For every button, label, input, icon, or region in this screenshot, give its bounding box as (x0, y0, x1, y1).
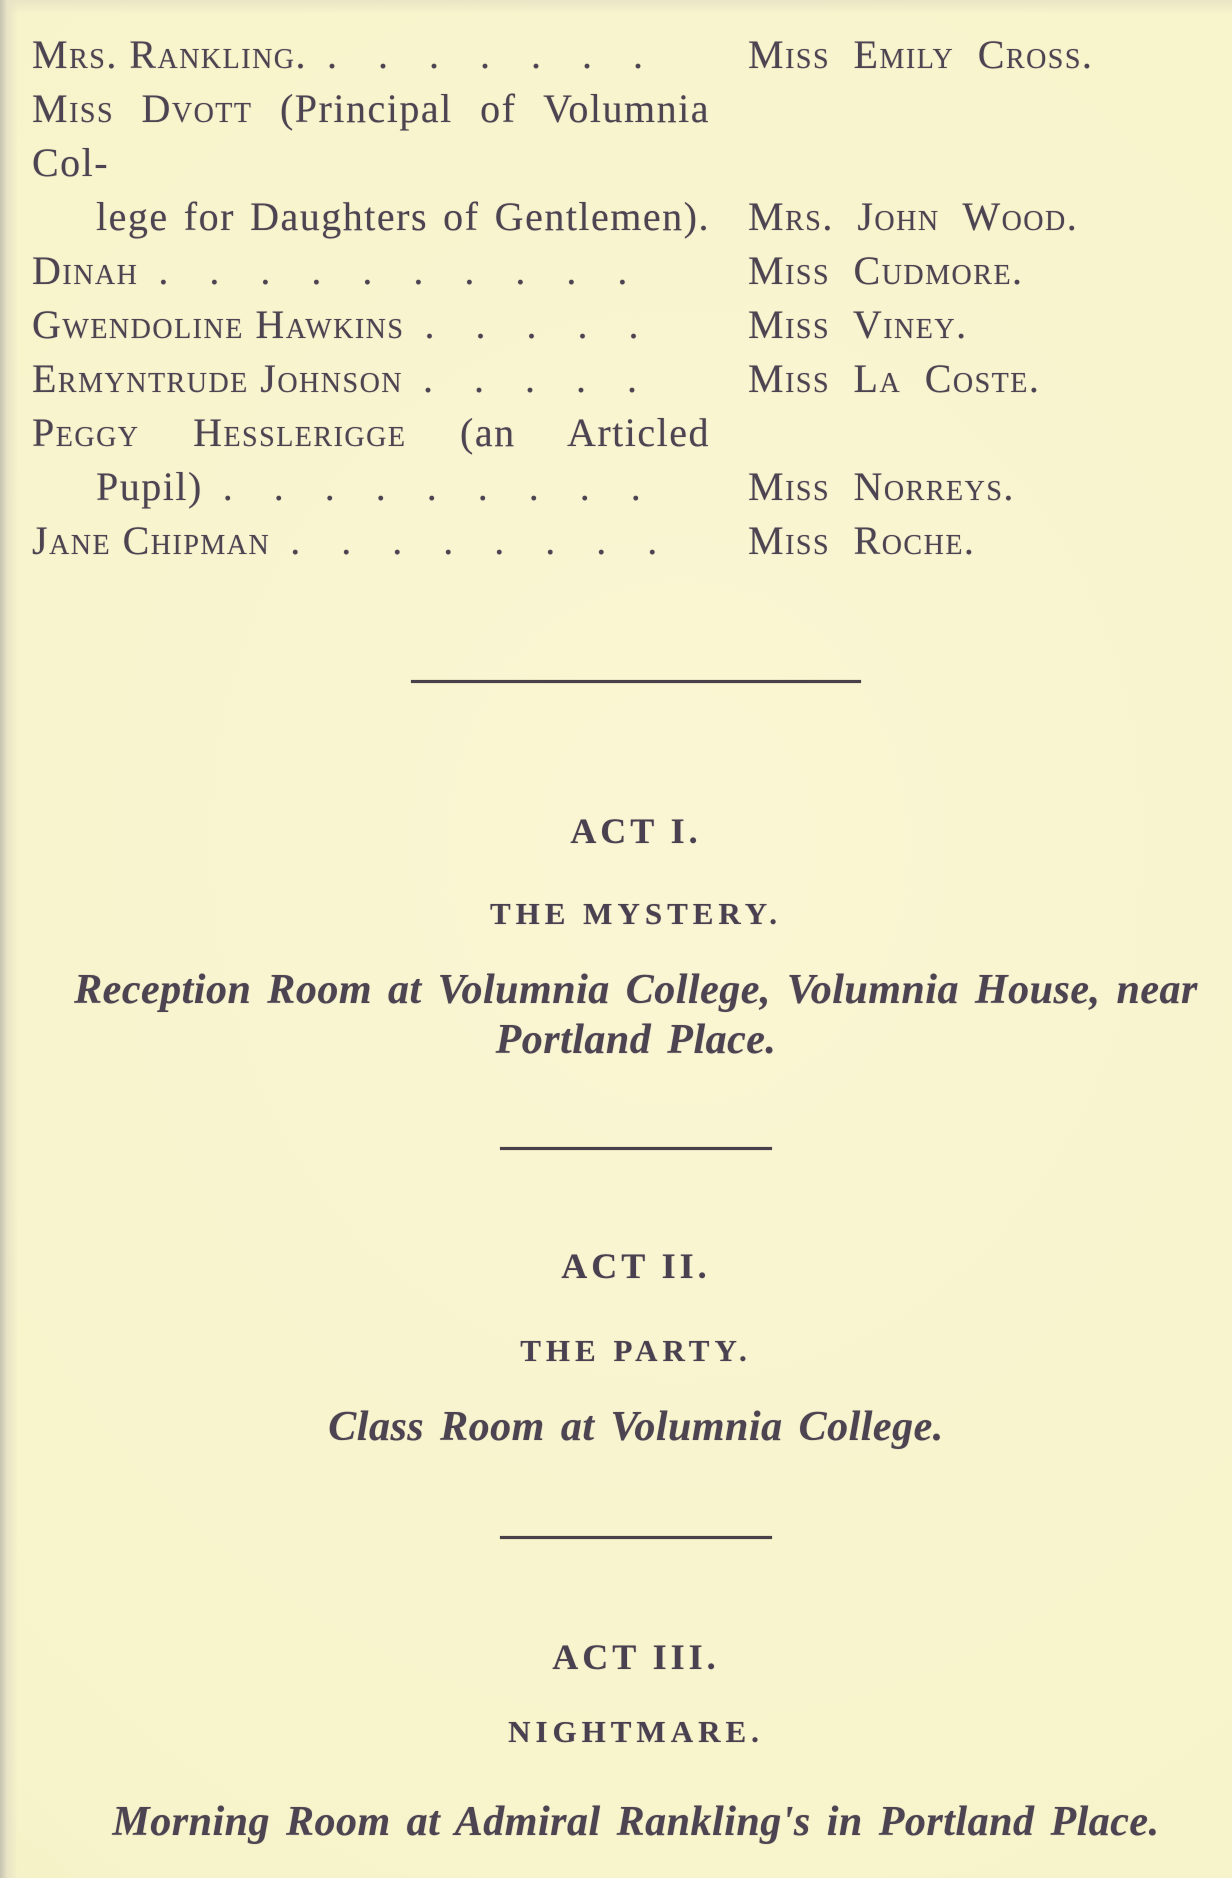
cast-character-cell (32, 406, 710, 514)
cast-character-line (32, 514, 710, 568)
act-subtitle: THE MYSTERY. (489, 896, 783, 931)
scene-line: Reception Room at Volumnia College, Volumnia House, near (74, 967, 1198, 1013)
cast-character-line (32, 406, 710, 460)
character-description-word: Pupil) (96, 464, 203, 509)
character-name: Peggy Hesslerigge (32, 410, 407, 455)
cast-row-hesslerigge (32, 406, 1232, 514)
cast-list (32, 28, 1232, 568)
leader-dots: ..... (423, 356, 679, 401)
character-name: Miss Dvott (32, 86, 253, 131)
cast-character-line (32, 82, 710, 190)
character-name: Gwendoline Hawkins (32, 302, 405, 347)
actor-name: Miss Viney. (748, 302, 968, 347)
actor-name: Mrs. John Wood. (748, 194, 1079, 239)
actor-name: Miss Emily Cross. (748, 32, 1094, 77)
cast-character-cell (32, 514, 710, 568)
cast-character-cell (32, 244, 710, 298)
actor-name: Miss Roche. (748, 518, 976, 563)
act-1 (40, 809, 1232, 1065)
scene-description: Class Room at Volumnia College. (328, 1404, 944, 1450)
character-name: Mrs. Rankling. (32, 32, 308, 77)
cast-character-line (32, 244, 710, 298)
cast-character-cell (32, 28, 710, 82)
cast-character-line (32, 352, 710, 406)
scene-description: Morning Room at Admiral Rankling's in Portland Place. (112, 1799, 1160, 1845)
acts-section (32, 680, 1232, 1847)
act-heading: ACT I. (570, 811, 702, 851)
act-2 (40, 1244, 1232, 1452)
character-name: Ermyntrude Johnson (32, 356, 404, 401)
section-divider (411, 680, 861, 683)
section-divider (500, 1147, 772, 1150)
leader-dots: ........ (290, 518, 699, 563)
actor-name: Miss La Coste. (748, 356, 1041, 401)
cast-row-rankling (32, 28, 1232, 82)
cast-row-hawkins (32, 298, 1232, 352)
act-subtitle: THE PARTY. (520, 1333, 752, 1368)
cast-character-cell (32, 82, 710, 244)
character-description-continued: lege for Daughters of Gentlemen). (96, 194, 710, 239)
cast-row-dinah (32, 244, 1232, 298)
act-3 (40, 1635, 1232, 1847)
leader-dots: ......... (222, 464, 682, 509)
character-description: (Principal of Volumnia Col- (32, 86, 711, 185)
cast-row-dvott (32, 82, 1232, 244)
cast-row-chipman (32, 514, 1232, 568)
actor-name: Miss Cudmore. (748, 248, 1024, 293)
act-heading: ACT II. (561, 1246, 711, 1286)
leader-dots: ..... (424, 302, 680, 347)
actor-name: Miss Norreys. (748, 464, 1015, 509)
cast-character-cell (32, 298, 710, 352)
scene-line: Portland Place. (495, 1017, 777, 1063)
section-divider (500, 1536, 772, 1539)
character-description-continued (32, 460, 710, 514)
act-subtitle: NIGHTMARE. (508, 1714, 764, 1749)
leader-dots: ....... (327, 32, 685, 77)
character-name: Dinah (32, 248, 139, 293)
character-name: Jane Chipman (32, 518, 271, 563)
cast-character-line (32, 298, 710, 352)
cast-row-johnson (32, 352, 1232, 406)
scene-description (40, 965, 1232, 1065)
cast-character-cell (32, 352, 710, 406)
leader-dots: .......... (158, 248, 669, 293)
character-description: (an Articled (460, 410, 711, 455)
act-heading: ACT III. (552, 1637, 720, 1677)
cast-character-line (32, 28, 710, 82)
